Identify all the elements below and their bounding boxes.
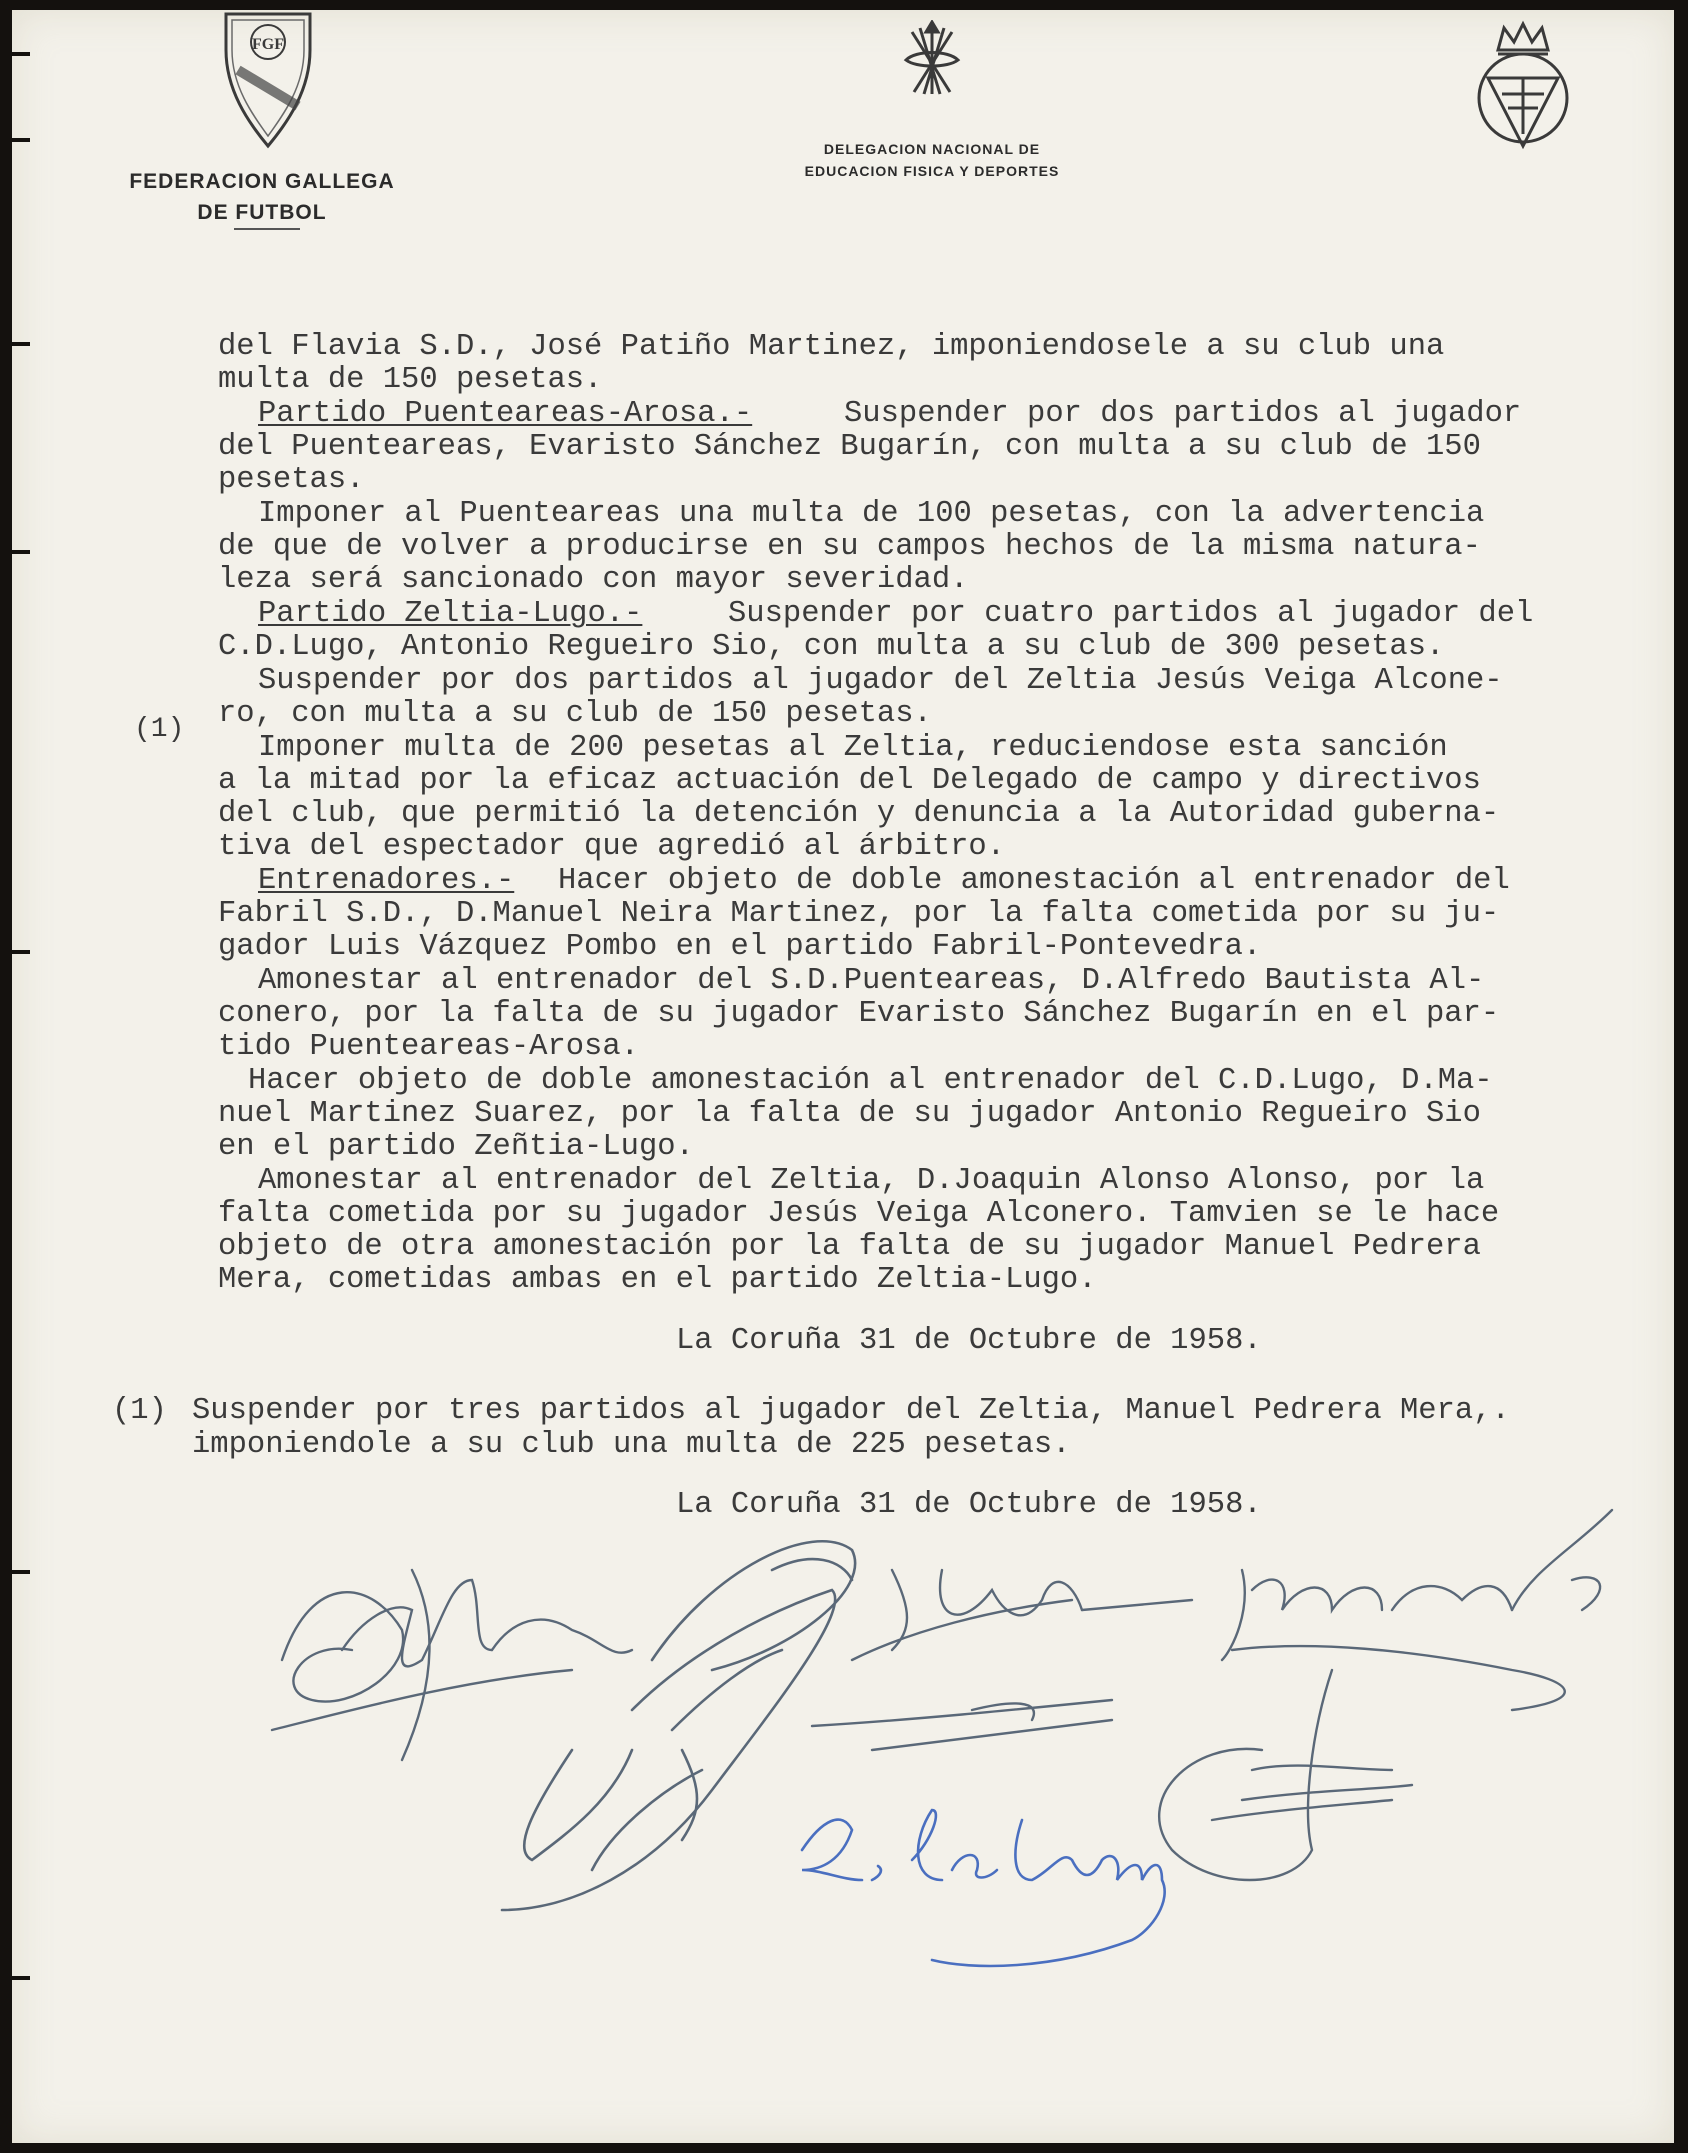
crest-letters: FGF — [252, 36, 284, 53]
federation-name-line1: FEDERACION GALLEGA — [129, 170, 395, 193]
delegation-name-line2: EDUCACION FISICA Y DEPORTES — [804, 163, 1060, 179]
body-line: Suspender por dos partidos al jugador — [844, 397, 1522, 431]
body-line: Mera, cometidas ambas en el partido Zeltia-Lugo. — [218, 1263, 1097, 1297]
date-line: La Coruña 31 de Octubre de 1958. — [676, 1324, 1262, 1358]
delegation-name-line1: DELEGACION NACIONAL DE — [823, 141, 1041, 157]
heading-puenteareas-arosa: Partido Puenteareas-Arosa.- — [258, 397, 753, 431]
body-line: Amonestar al entrenador del S.D.Puenteareas, D.Alfredo Bautista Al- — [258, 964, 1485, 998]
body-line: del club, que permitió la detención y denuncia a la Autoridad guberna- — [218, 797, 1500, 831]
body-line: conero, por la falta de su jugador Evaristo Sánchez Bugarín en el par- — [218, 997, 1500, 1031]
body-line: tiva del espectador que agredió al árbitro. — [218, 830, 1006, 864]
body-line: leza será sancionado con mayor severidad. — [218, 563, 969, 597]
signature-5 — [802, 1810, 1165, 1966]
body-line: Imponer multa de 200 pesetas al Zeltia, reduciendose esta sanción — [258, 731, 1448, 765]
margin-note-marker: (1) — [134, 714, 185, 745]
footnote-marker: (1) — [112, 1394, 167, 1428]
federation-name-line2: DE FUTBOL — [197, 201, 327, 224]
signature-2 — [502, 1541, 855, 1910]
body-line: en el partido Zeñtia-Lugo. — [218, 1130, 694, 1164]
document-page — [12, 10, 1674, 2143]
body-line: nuel Martinez Suarez, por la falta de su jugador Antonio Regueiro Sio — [218, 1097, 1481, 1131]
body-line: Hacer objeto de doble amonestación al entrenador del — [558, 864, 1510, 898]
signature-1 — [272, 1570, 632, 1760]
body-line: multa de 150 pesetas. — [218, 363, 603, 397]
body-line: falta cometida por su jugador Jesús Veiga Alconero. Tamvien se le hace — [218, 1197, 1500, 1231]
signature-4 — [1159, 1510, 1612, 1880]
body-line: Amonestar al entrenador del Zeltia, D.Joaquin Alonso Alonso, por la — [258, 1164, 1485, 1198]
body-line: tido Puenteareas-Arosa. — [218, 1030, 639, 1064]
heading-entrenadores: Entrenadores.- — [258, 864, 515, 898]
body-line: Suspender por cuatro partidos al jugador del — [728, 597, 1534, 631]
body-line: del Puenteareas, Evaristo Sánchez Bugarín, con multa a su club de 150 — [218, 430, 1481, 464]
body-line: Fabril S.D., D.Manuel Neira Martinez, por la falta cometida por su ju- — [218, 897, 1500, 931]
footnote-line: imponiendole a su club una multa de 225 pesetas. — [192, 1428, 1071, 1462]
signature-3 — [812, 1570, 1192, 1750]
signatures-block — [12, 10, 1674, 2143]
body-line: de que de volver a producirse en su campos hechos de la misma natura- — [218, 530, 1481, 564]
footnote-line: Suspender por tres partidos al jugador del Zeltia, Manuel Pedrera Mera,. — [192, 1394, 1510, 1428]
body-line: C.D.Lugo, Antonio Regueiro Sio, con multa a su club de 300 pesetas. — [218, 630, 1445, 664]
body-line: Imponer al Puenteareas una multa de 100 pesetas, con la advertencia — [258, 497, 1485, 531]
body-line: gador Luis Vázquez Pombo en el partido Fabril-Pontevedra. — [218, 930, 1262, 964]
heading-zeltia-lugo: Partido Zeltia-Lugo.- — [258, 597, 643, 631]
body-line: objeto de otra amonestación por la falta de su jugador Manuel Pedrera — [218, 1230, 1481, 1264]
body-line: Suspender por dos partidos al jugador del Zeltia Jesús Veiga Alcone- — [258, 664, 1503, 698]
body-line: a la mitad por la eficaz actuación del Delegado de campo y directivos — [218, 764, 1481, 798]
footnote-date-line: La Coruña 31 de Octubre de 1958. — [676, 1488, 1262, 1522]
body-line: pesetas. — [218, 463, 365, 497]
body-line: Hacer objeto de doble amonestación al entrenador del C.D.Lugo, D.Ma- — [248, 1064, 1493, 1098]
body-line: ro, con multa a su club de 150 pesetas. — [218, 697, 932, 731]
body-line: del Flavia S.D., José Patiño Martinez, imponiendosele a su club una — [218, 330, 1445, 364]
